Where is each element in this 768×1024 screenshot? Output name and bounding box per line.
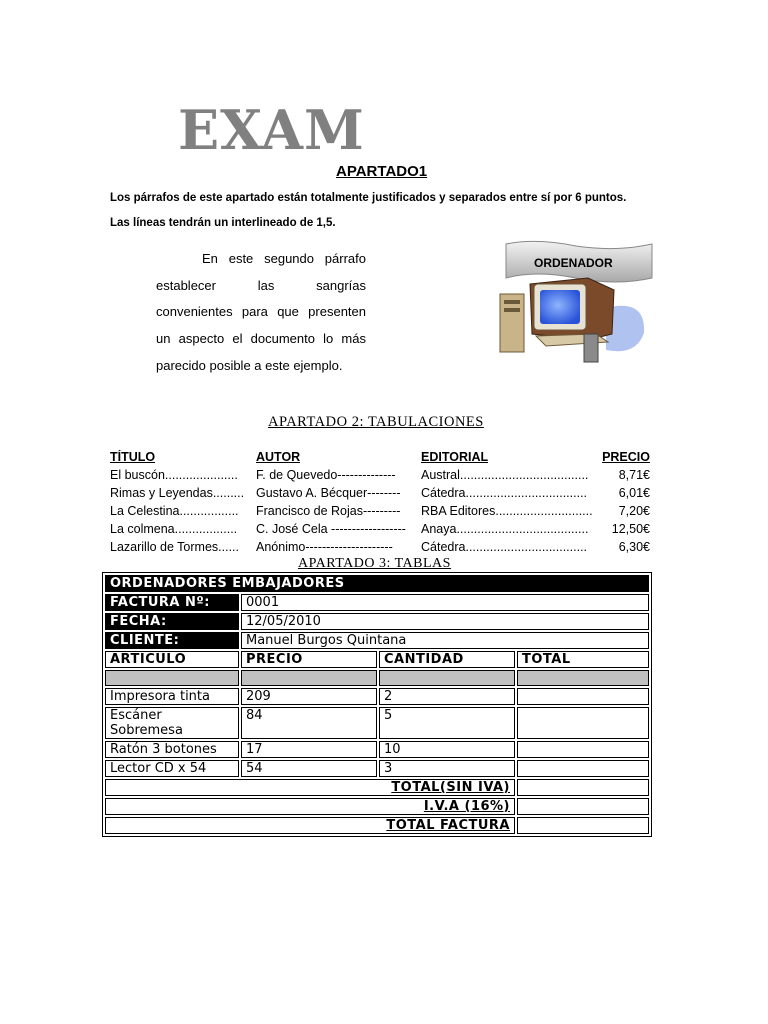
apartado1-heading: APARTADO1 — [336, 163, 428, 180]
item-total — [517, 707, 649, 739]
table-row — [105, 741, 649, 758]
col-precio: PRECIO — [602, 450, 650, 464]
col-cantidad: CANTIDAD — [379, 651, 515, 668]
apartado1-line2: Las líneas tendrán un interlineado de 1,5. — [110, 217, 336, 229]
table-row — [105, 575, 649, 592]
item-total — [517, 760, 649, 777]
col-editorial: EDITORIAL — [421, 450, 489, 464]
item-total — [517, 741, 649, 758]
iva-label: I.V.A (16%) — [105, 798, 515, 815]
item-precio: 17 — [241, 741, 377, 758]
tab-cell-titulo: La colmena.................. — [110, 522, 238, 536]
tab-row — [110, 522, 650, 540]
apartado2-heading: APARTADO 2: TABULACIONES — [268, 414, 484, 430]
tab-cell-precio: 12,50€ — [611, 522, 650, 536]
item-cantidad: 3 — [379, 760, 515, 777]
tab-row — [110, 486, 650, 504]
col-autor: AUTOR — [256, 450, 301, 464]
item-articulo: Ratón 3 botones — [105, 741, 239, 758]
gray-cell — [379, 670, 515, 686]
item-articulo: Escáner Sobremesa — [105, 707, 239, 739]
table-row — [105, 817, 649, 834]
item-precio: 84 — [241, 707, 377, 739]
gray-cell — [517, 670, 649, 686]
gray-cell — [241, 670, 377, 686]
item-total — [517, 688, 649, 705]
table-header-row — [105, 651, 649, 668]
item-precio: 209 — [241, 688, 377, 705]
table-row — [105, 760, 649, 777]
exam-title: EXAM — [178, 98, 365, 162]
tab-cell-editorial: Cátedra................................... — [421, 486, 588, 500]
table-row — [105, 594, 649, 611]
invoice-table-wrapper — [102, 572, 652, 837]
apartado3-heading: APARTADO 3: TABLAS — [298, 556, 451, 571]
item-articulo: Impresora tinta — [105, 688, 239, 705]
tab-cell-autor: C. José Cela ------------------ — [256, 522, 406, 536]
factura-label: FACTURA Nº: — [105, 594, 239, 611]
tab-cell-titulo: Lazarillo de Tormes...... — [110, 540, 239, 554]
factura-value: 0001 — [241, 594, 649, 611]
total-factura-value — [517, 817, 649, 834]
apartado1-paragraph2: En este segundo párrafo establecer las sangrías convenientes para que presenten un aspecto el documento lo más parecido posible a este ejemplo. — [156, 251, 366, 373]
tab-cell-autor: Anónimo--------------------- — [256, 540, 393, 554]
fecha-value: 12/05/2010 — [241, 613, 649, 630]
cliente-value: Manuel Burgos Quintana — [241, 632, 649, 649]
table-row — [105, 632, 649, 649]
tab-cell-precio: 6,01€ — [618, 486, 650, 500]
tab-cell-precio: 6,30€ — [618, 540, 650, 554]
tab-cell-titulo: Rimas y Leyendas......... — [110, 486, 245, 500]
company-cell: ORDENADORES EMBAJADORES — [105, 575, 649, 592]
tab-cell-titulo: La Celestina................. — [110, 504, 239, 518]
tab-cell-editorial: Austral..................................... — [421, 468, 589, 482]
apartado1-line1: Los párrafos de este apartado están totalmente justificados y separados entre sí por 6 puntos. — [110, 192, 627, 204]
gray-cell — [105, 670, 239, 686]
tab-row — [110, 504, 650, 522]
table-row — [105, 779, 649, 796]
tab-cell-precio: 7,20€ — [618, 504, 650, 518]
gray-spacer-row — [105, 670, 649, 686]
tab-cell-editorial: RBA Editores............................ — [421, 504, 593, 518]
tab-row — [110, 468, 650, 486]
invoice-table — [102, 572, 652, 837]
col-total: TOTAL — [517, 651, 649, 668]
table-row — [105, 613, 649, 630]
item-cantidad: 10 — [379, 741, 515, 758]
total-sin-iva-value — [517, 779, 649, 796]
table-row — [105, 707, 649, 739]
cliente-label: CLIENTE: — [105, 632, 239, 649]
tab-cell-autor: Gustavo A. Bécquer-------- — [256, 486, 401, 500]
ordenador-banner-label: ORDENADOR — [534, 256, 613, 270]
fecha-label: FECHA: — [105, 613, 239, 630]
total-factura-label: TOTAL FACTURA — [105, 817, 515, 834]
tab-cell-autor: Francisco de Rojas--------- — [256, 504, 401, 518]
item-precio: 54 — [241, 760, 377, 777]
tab-cell-autor: F. de Quevedo-------------- — [256, 468, 396, 482]
tab-cell-editorial: Cátedra................................... — [421, 540, 588, 554]
tab-cell-titulo: El buscón..................... — [110, 468, 238, 482]
item-articulo: Lector CD x 54 — [105, 760, 239, 777]
col-articulo: ARTICULO — [105, 651, 239, 668]
tab-cell-editorial: Anaya...................................... — [421, 522, 589, 536]
tab-cell-precio: 8,71€ — [618, 468, 650, 482]
total-sin-iva-label: TOTAL(SIN IVA) — [105, 779, 515, 796]
col-titulo: TÍTULO — [110, 450, 156, 464]
item-cantidad: 2 — [379, 688, 515, 705]
col-precio: PRECIO — [241, 651, 377, 668]
table-row — [105, 688, 649, 705]
iva-value — [517, 798, 649, 815]
computer-image — [496, 238, 658, 368]
tab-header-row — [110, 450, 650, 468]
table-row — [105, 798, 649, 815]
item-cantidad: 5 — [379, 707, 515, 739]
